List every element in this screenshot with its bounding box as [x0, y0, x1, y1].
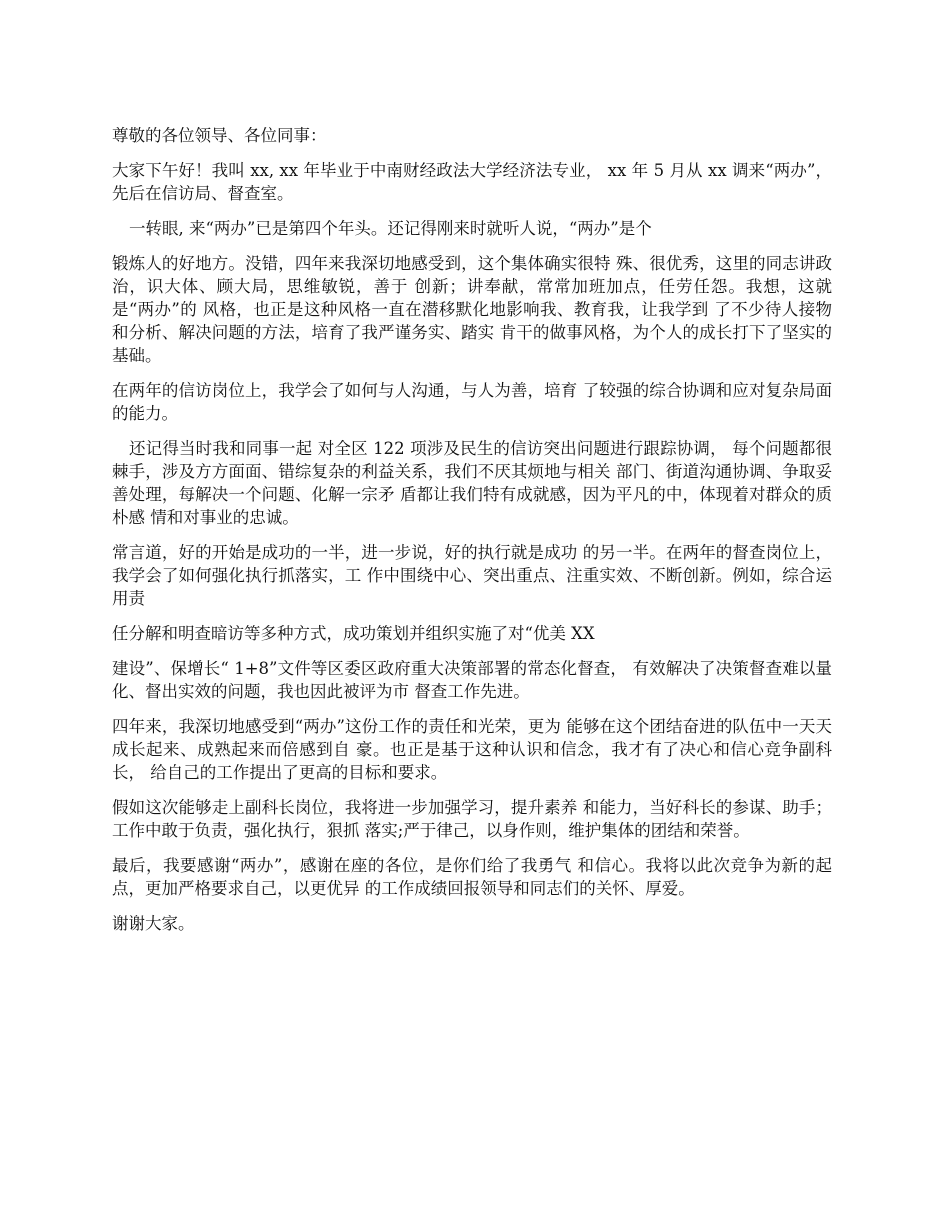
document-page — [112, 124, 832, 935]
closing: 谢谢大家。 — [112, 914, 195, 933]
paragraph-supervision-results: 建设”、保增长“ 1+8”文件等区委区政府重大决策部署的常态化督查， 有效解决了决策督查难以量化、督出实效的问题，我也因此被评为市 督查工作先进。 — [112, 659, 832, 701]
paragraph-time-flies: 一转眼, 来“两办”已是第四个年头。还记得刚来时就听人说，“两办”是个 — [129, 219, 652, 238]
paragraph-supervision-post: 常言道，好的开始是成功的一半，进一步说，好的执行就是成功 的另一半。在两年的督查岗位上，我学会了如何强化执行抓落实，工 作中围绕中心、突出重点、注重实效、不断创新。例如，综合运用责 — [112, 543, 832, 608]
paragraph-introduction: 大家下午好！我叫 xx, xx 年毕业于中南财经政法大学经济法专业， xx 年 5 月从 xx 调来“两办”，先后在信访局、督查室。 — [112, 161, 832, 203]
paragraph-petition-example: 还记得当时我和同事一起 对全区 122 项涉及民生的信访突出问题进行跟踪协调， 每个问题都很 棘手，涉及方方面面、错综复杂的利益关系，我们不厌其烦地与相关 部门、街道沟通协调、争取妥善处理，每解决一个问题、化解一宗矛 盾都让我们特有成就感，因为平凡的中，体现着对群众的质朴感 情和对事业的忠诚。 — [112, 439, 832, 527]
paragraph-team-culture: 锻炼人的好地方。没错，四年来我深切地感受到，这个集体确实很特 殊、很优秀，这里的同志讲政治，识大体、顾大局，思维敏锐，善于 创新；讲奉献，常常加班加点，任劳任怨。我想，这就是“两办”的 风格，也正是这种风格一直在潜移默化地影响我、教育我，让我学到 了不少待人接物和分析、解决问题的方法，培育了我严谨务实、踏实 肯干的做事风格，为个人的成长打下了坚实的基础。 — [112, 254, 832, 365]
paragraph-thanks: 最后，我要感谢“两办”，感谢在座的各位，是你们给了我勇气 和信心。我将以此次竞争为新的起点，更加严格要求自己，以更优异 的工作成绩回报领导和同志们的关怀、厚爱。 — [112, 856, 832, 898]
paragraph-responsibility: 四年来，我深切地感受到“两办”这份工作的责任和光荣，更为 能够在这个团结奋进的队伍中一天天成长起来、成熟起来而倍感到自 豪。也正是基于这种认识和信念，我才有了决心和信心竞争副科长， 给自己的工作提出了更高的目标和要求。 — [112, 717, 832, 782]
paragraph-future-plan: 假如这次能够走上副科长岗位，我将进一步加强学习，提升素养 和能力，当好科长的参谋、助手；工作中敢于负责，强化执行，狠抓 落实;严于律己，以身作则，维护集体的团结和荣誉。 — [112, 798, 832, 840]
paragraph-petition-post: 在两年的信访岗位上，我学会了如何与人沟通，与人为善，培育 了较强的综合协调和应对复杂局面的能力。 — [112, 381, 832, 423]
salutation: 尊敬的各位领导、各位同事： — [112, 126, 327, 145]
paragraph-supervision-methods: 任分解和明查暗访等多种方式，成功策划并组织实施了对“优美 XX — [112, 624, 595, 643]
